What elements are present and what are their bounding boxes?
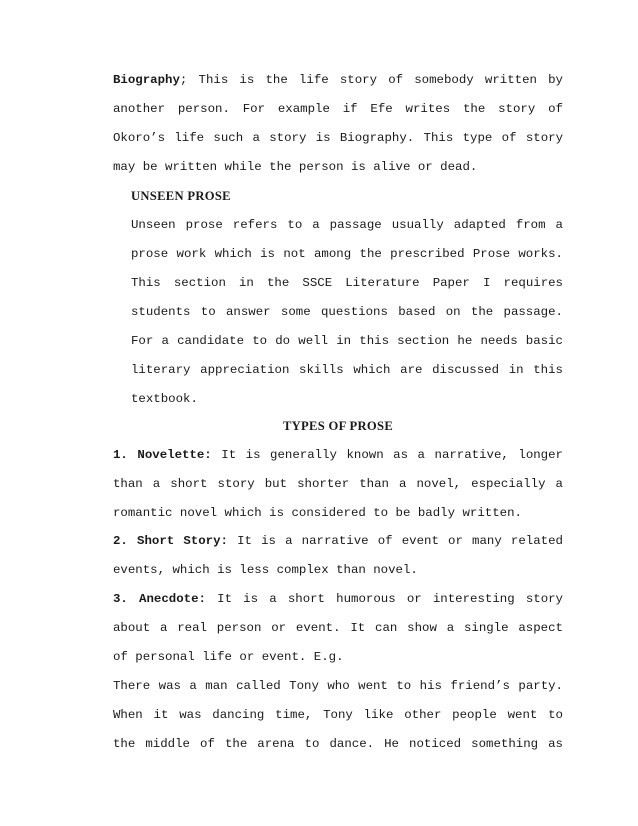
short-story-term: 2. Short Story: bbox=[113, 534, 228, 548]
biography-line-1 bbox=[113, 72, 563, 88]
biography-line-4: may be written while the person is alive or dead. bbox=[113, 160, 478, 174]
unseen-prose-heading: UNSEEN PROSE bbox=[131, 189, 231, 203]
anecdote-line-3: of personal life or event. E.g. bbox=[113, 650, 344, 664]
novelette-line-2: than a short story but shorter than a novel, especially a bbox=[113, 477, 563, 491]
anecdote-line-4: There was a man called Tony who went to his friend’s party. bbox=[113, 679, 563, 693]
anecdote-line-1-text: It is a short humorous or interesting story bbox=[205, 592, 563, 606]
short-story-line-2: events, which is less complex than novel. bbox=[113, 563, 418, 577]
biography-line-2: another person. For example if Efe writes the story of bbox=[113, 102, 563, 116]
anecdote-line-1 bbox=[113, 591, 563, 607]
anecdote-line-2: about a real person or event. It can show a single aspect bbox=[113, 621, 563, 635]
biography-term: Biography bbox=[113, 73, 180, 87]
unseen-prose-line-1: Unseen prose refers to a passage usually adapted from a bbox=[131, 218, 563, 232]
anecdote-line-6: the middle of the arena to dance. He noticed something as bbox=[113, 737, 563, 751]
unseen-prose-line-6: literary appreciation skills which are discussed in this bbox=[131, 363, 563, 377]
unseen-prose-line-7: textbook. bbox=[131, 392, 198, 406]
short-story-line-1-text: It is a narrative of event or many related bbox=[227, 534, 563, 548]
unseen-prose-line-5: For a candidate to do well in this section he needs basic bbox=[131, 334, 563, 348]
novelette-line-1 bbox=[113, 447, 563, 463]
novelette-line-1-text: It is generally known as a narrative, longer bbox=[211, 448, 563, 462]
unseen-prose-line-4: students to answer some questions based on the passage. bbox=[131, 305, 563, 319]
novelette-term: 1. Novelette: bbox=[113, 448, 212, 462]
short-story-line-1 bbox=[113, 533, 563, 549]
types-of-prose-heading: TYPES OF PROSE bbox=[282, 419, 394, 433]
anecdote-line-5: When it was dancing time, Tony like other people went to bbox=[113, 708, 563, 722]
unseen-prose-line-2: prose work which is not among the prescribed Prose works. bbox=[131, 247, 563, 261]
novelette-line-3: romantic novel which is considered to be badly written. bbox=[113, 506, 522, 520]
biography-line-3: Okoro’s life such a story is Biography. This type of story bbox=[113, 131, 563, 145]
unseen-prose-line-3: This section in the SSCE Literature Paper I requires bbox=[131, 276, 563, 290]
biography-line-1-text: ; This is the life story of somebody written by bbox=[179, 73, 563, 87]
anecdote-term: 3. Anecdote: bbox=[113, 592, 206, 606]
